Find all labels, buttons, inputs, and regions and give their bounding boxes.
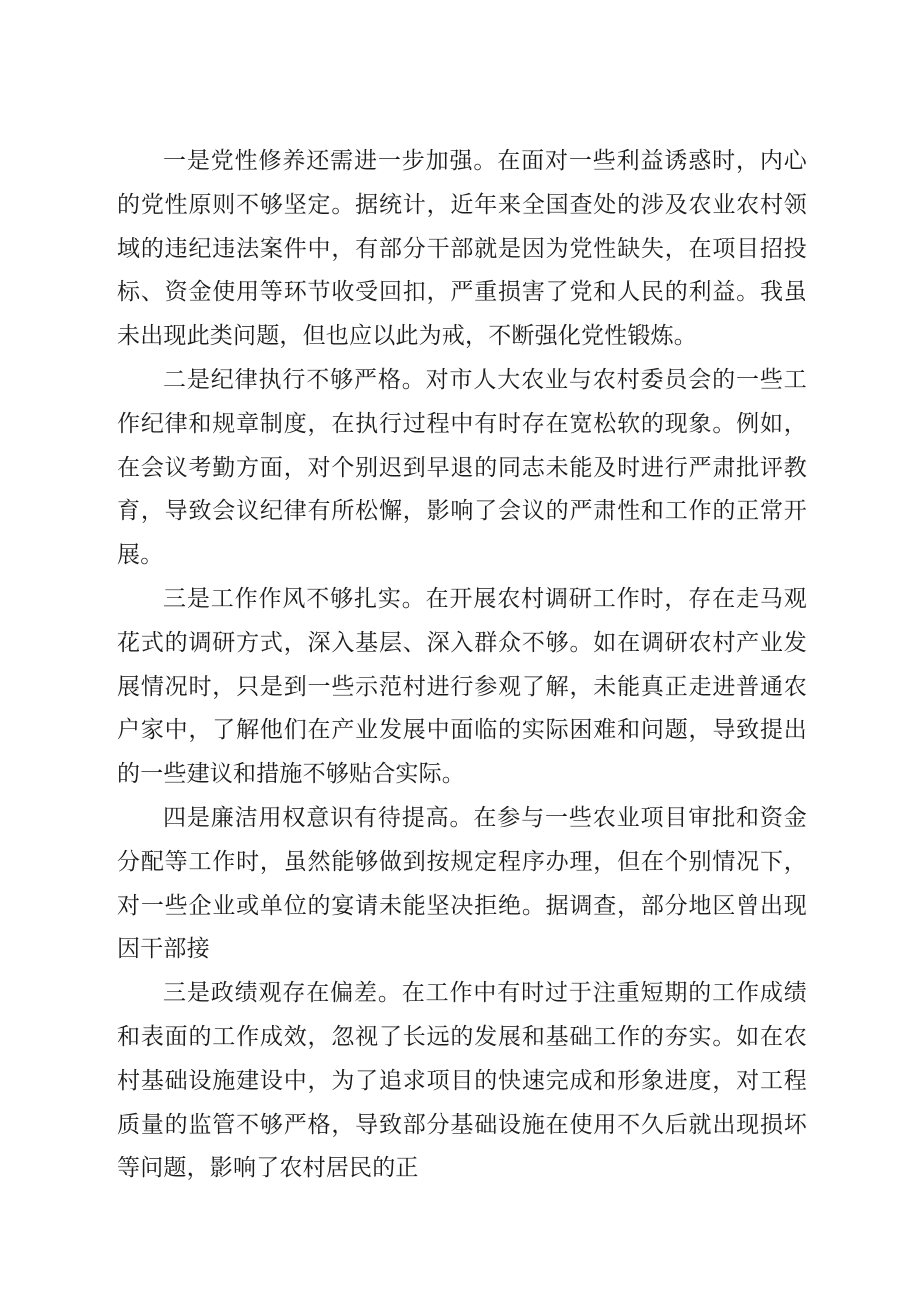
paragraph-performance-view: 三是政绩观存在偏差。在工作中有时过于注重短期的工作成绩和表面的工作成效，忽视了长远的发展和基础工作的夯实。如在农村基础设施建设中，为了追求项目的快速完成和形象进度，对工程质量的监管不够严格，导致部分基础设施在使用不久后就出现损坏等问题，影响了农村居民的正 — [117, 980, 807, 1182]
paragraph-work-style: 三是工作作风不够扎实。在开展农村调研工作时，存在走马观花式的调研方式，深入基层、深入群众不够。如在调研农村产业发展情况时，只是到一些示范村进行参观了解，未能真正走进普通农户家中，了解他们在产业发展中面临的实际困难和问题，导致提出的一些建议和措施不够贴合实际。 — [117, 585, 807, 788]
paragraph-integrity: 四是廉洁用权意识有待提高。在参与一些农业项目审批和资金分配等工作时，虽然能够做到按规定程序办理，但在个别情况下，对一些企业或单位的宴请未能坚决拒绝。据调查，部分地区曾出现因干部接 — [117, 804, 807, 963]
paragraph-party-spirit: 一是党性修养还需进一步加强。在面对一些利益诱惑时，内心的党性原则不够坚定。据统计，近年来全国查处的涉及农业农村领域的违纪违法案件中，有部分干部就是因为党性缺失，在项目招投标、资金使用等环节收受回扣，严重损害了党和人民的利益。我虽未出现此类问题，但也应以此为戒，不断强化党性锻炼。 — [117, 148, 807, 350]
paragraph-discipline: 二是纪律执行不够严格。对市人大农业与农村委员会的一些工作纪律和规章制度，在执行过程中有时存在宽松软的现象。例如，在会议考勤方面，对个别迟到早退的同志未能及时进行严肃批评教育，导致会议纪律有所松懈，影响了会议的严肃性和工作的正常开展。 — [117, 366, 807, 569]
document-body — [117, 140, 807, 1191]
